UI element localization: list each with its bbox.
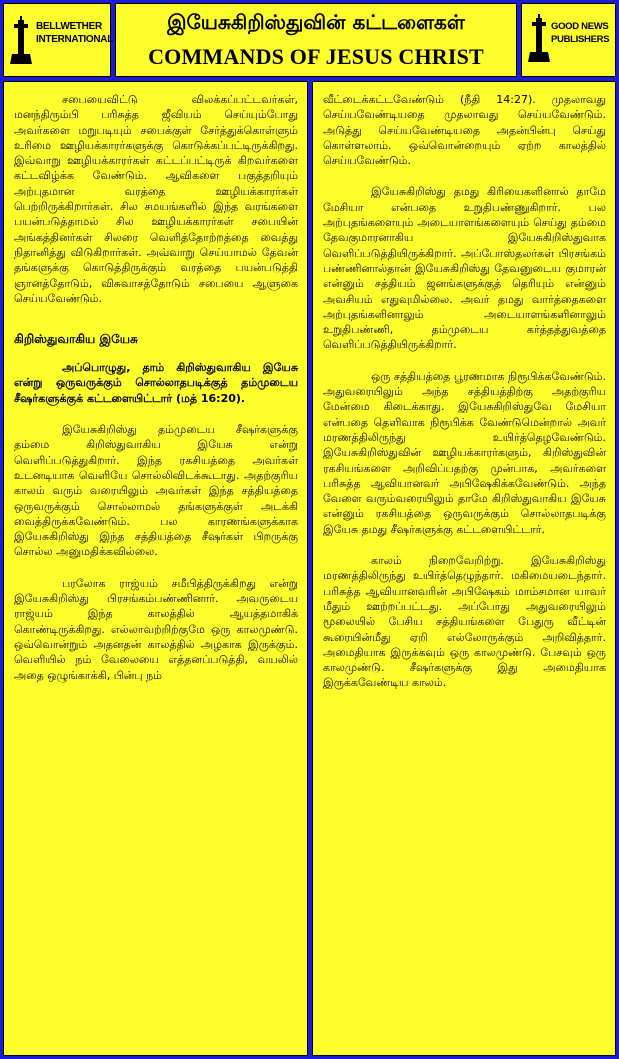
right-paragraph-2: இயேசுகிறிஸ்து தமது கிரியைகளினால் தாமே மேசியா என்பதை உறுதிபண்ணுகிறார். பல அற்புதங்களையும் அடையாளங்களையும் செய்து தம்மை தேவகுமாரனாகிய இயேசுகிறிஸ்துவாக வெளிப்படுத்தியிருக்கிறார். அப்போஸ்தலர்கள் பிரசங்கம் பண்ணினால்தான் இயேசுகிறிஸ்து தேவனுடைய குமாரன் என்னும் சத்தியம் ஜனங்களுக்குத் தெரியும் என்னும் அவசியம் எதுவுமில்லை. அவர் தமது வார்த்தைகளை அற்புதங்களினாலும் அடையாளங்களினாலும் உறுதிபண்ணி, தம்முடைய கர்த்தத்துவத்தை வெளிப்படுத்தியிருக்கிறார். [323,185,606,352]
right-logo-line2: PUBLISHERS [551,34,610,45]
title-tamil: இயேசுகிறிஸ்துவின் கட்டளைகள் [167,10,465,34]
right-logo-line1: GOOD NEWS [551,21,609,32]
left-column [3,81,308,1056]
right-paragraph-1: வீட்டைக்கட்டவேண்டும் (நீதி 14:27). முதலாவது செய்யவேண்டியதை முதலாவது செய்யவேண்டும். அடுத்து செய்யவேண்டியதை அதன்பின்பு செய்து கொள்ளலாம். ஒவ்வொன்றையும் ஏற்ற காலத்தில் செய்யவேண்டும். [323,93,606,168]
right-paragraph-4: காலம் நிறைவேறிற்று. இயேசுகிறிஸ்து மரணத்திலிருந்து உயிர்த்தெழுந்தார். மகிமையடைந்தார். பரிசுத்த ஆவியானவரின் அபிஷேகம் மாம்சமான யாவர் மீதும் ஊற்றப்பட்டது. அப்போது அதுவரையிலும் மூலையில் பேசிய சத்தியங்களை பேதுரு வீட்டின் கூரையின்மீது ஏறி எல்லோருக்கும் அறிவித்தார். அமைதியாக இருக்கவும் ஒரு காலமுண்டு. பேசவும் ஒரு காலமுண்டு. சீஷர்களுக்கு இது அமைதியாக இருக்கவேண்டிய காலம். [323,554,606,690]
left-paragraph-3: இயேசுகிறிஸ்து தம்முடைய சீஷர்களுக்கு தம்மை கிறிஸ்துவாகிய இயேசு என்று வெளிப்படுத்துகிறார். இந்த ரகசியத்தை அவர்கள் உடனடியாக வெளியே சொல்லிவிடக்கூடாது. அதற்குரிய காலம் வரும் வரையிலும் அவர்கள் இந்த சத்தியத்தை ஒருவருக்கும் சொல்லாமல் தங்களுக்குள் அடக்கி வைத்திருக்கவேண்டும். பல காரணங்களுக்காக இயேசுகிறிஸ்து இந்த சத்தியத்தை சீஷர்கள் பிறருக்கு சொல்ல அனுமதிக்கவில்லை. [14,423,298,559]
right-paragraph-3: ஒரு சத்தியத்தை பூரணமாக நிரூபிக்கவேண்டும். அதுவரையிலும் அந்த சத்தியத்திற்கு அதற்குரிய மேன்மை கிடைக்காது. இயேசுகிறிஸ்துவே மேசியா என்பதை தெளிவாக நிரூபிக்க வேண்டுமென்றால் அவர் மரணத்திலிருந்து உயிர்த்தெழவேண்டும். இயேசுகிறிஸ்துவின் ஊழியக்காரர்களும், கிறிஸ்துவின் ரகசியங்களை அறிவிப்பதற்கு முன்பாக, அவர்களை பரிசுத்த ஆவியானவர் அபிஷேகிக்கவேண்டும். அந்த வேளை வரும்வரையிலும் தாமே கிறிஸ்துவாகிய இயேசு என்னும் ரகசியத்தை ஒருவருக்கும் சொல்லாதபடிக்கு இயேசு தமது சீஷர்களுக்கு கட்டளையிட்டார். [323,369,606,536]
left-logo-line2: INTERNATIONAL [36,34,114,45]
right-column [312,81,616,1056]
title-english: COMMANDS OF JESUS CHRIST [148,44,484,69]
left-paragraph-4: பரலோக ராஜ்யம் சமீபித்திருக்கிறது என்று இயேசுகிறிஸ்து பிரசங்கம்பண்ணினார். அவருடைய ராஜ்யம் இந்த காலத்தில் ஆயத்தமாகிக் கொண்டிருக்கிறது. எல்லாவற்றிற்குமே ஒரு காலமுண்டு. ஒவ்வொன்றும் அதனதன் காலத்தில் அழகாக இருக்கும். வெளியில் நம் வேலையை எத்தனப்படுத்தி, வயலில் அதை ஒழுங்காக்கி, பின்பு நம் [14,576,298,682]
left-paragraph-1: சபையைவிட்டு விலக்கப்பட்டவர்கள், மனந்திரும்பி பரிசுத்த ஜீவியம் செய்யும்போது அவர்களை மறுபடியும் சபைக்குள் சேர்த்துக்கொள்ளும் உரிமை ஊழியக்காரர்களுக்கு கொடுக்கப்பட்டிருக்கிறது. இவ்வாறு ஊழியக்காரர்கள் கட்டப்பட்டிருக் கிறவர்களை கட்டவிழ்க்க வேண்டும். ஆவிகளை பகுத்தறியும் அற்புதமான வரத்தை ஊழியக்காரர்கள் பெற்றிருக்கிறார்கள். சில சமயங்களில் இந்த வரங்களை பயன்படுத்தாமல் சில ஊழியக்காரர்கள் சபையின் அங்கத்தினர்கள் சிலரை வெளித்தோற்றத்தை வைத்து நிதானித்து விடுகிறார்கள். அவ்வாறு செய்யாமல் தேவன் தங்களுக்கு கொடுத்திருக்கும் வரத்தை பயன்படுத்தி ஞானத்தோடும், விசுவாசத்தோடும் சபையை ஆளுகை செய்யவேண்டும். [14,93,298,305]
scripture-quote: அப்பொழுது, தாம் கிறிஸ்துவாகிய இயேசு என்று ஒருவருக்கும் சொல்லாதபடிக்குத் தம்முடைய சீஷர்களுக்குக் கட்டளையிட்டார் (மத் 16:20). [14,361,298,405]
bellwether-icon [10,16,32,66]
section-heading: கிறிஸ்துவாகிய இயேசு [14,332,138,347]
good-news-logo [521,3,616,77]
left-logo-line1: BELLWETHER [36,21,102,32]
title-banner [115,3,517,77]
good-news-icon [528,14,550,64]
bellwether-logo [3,3,114,77]
